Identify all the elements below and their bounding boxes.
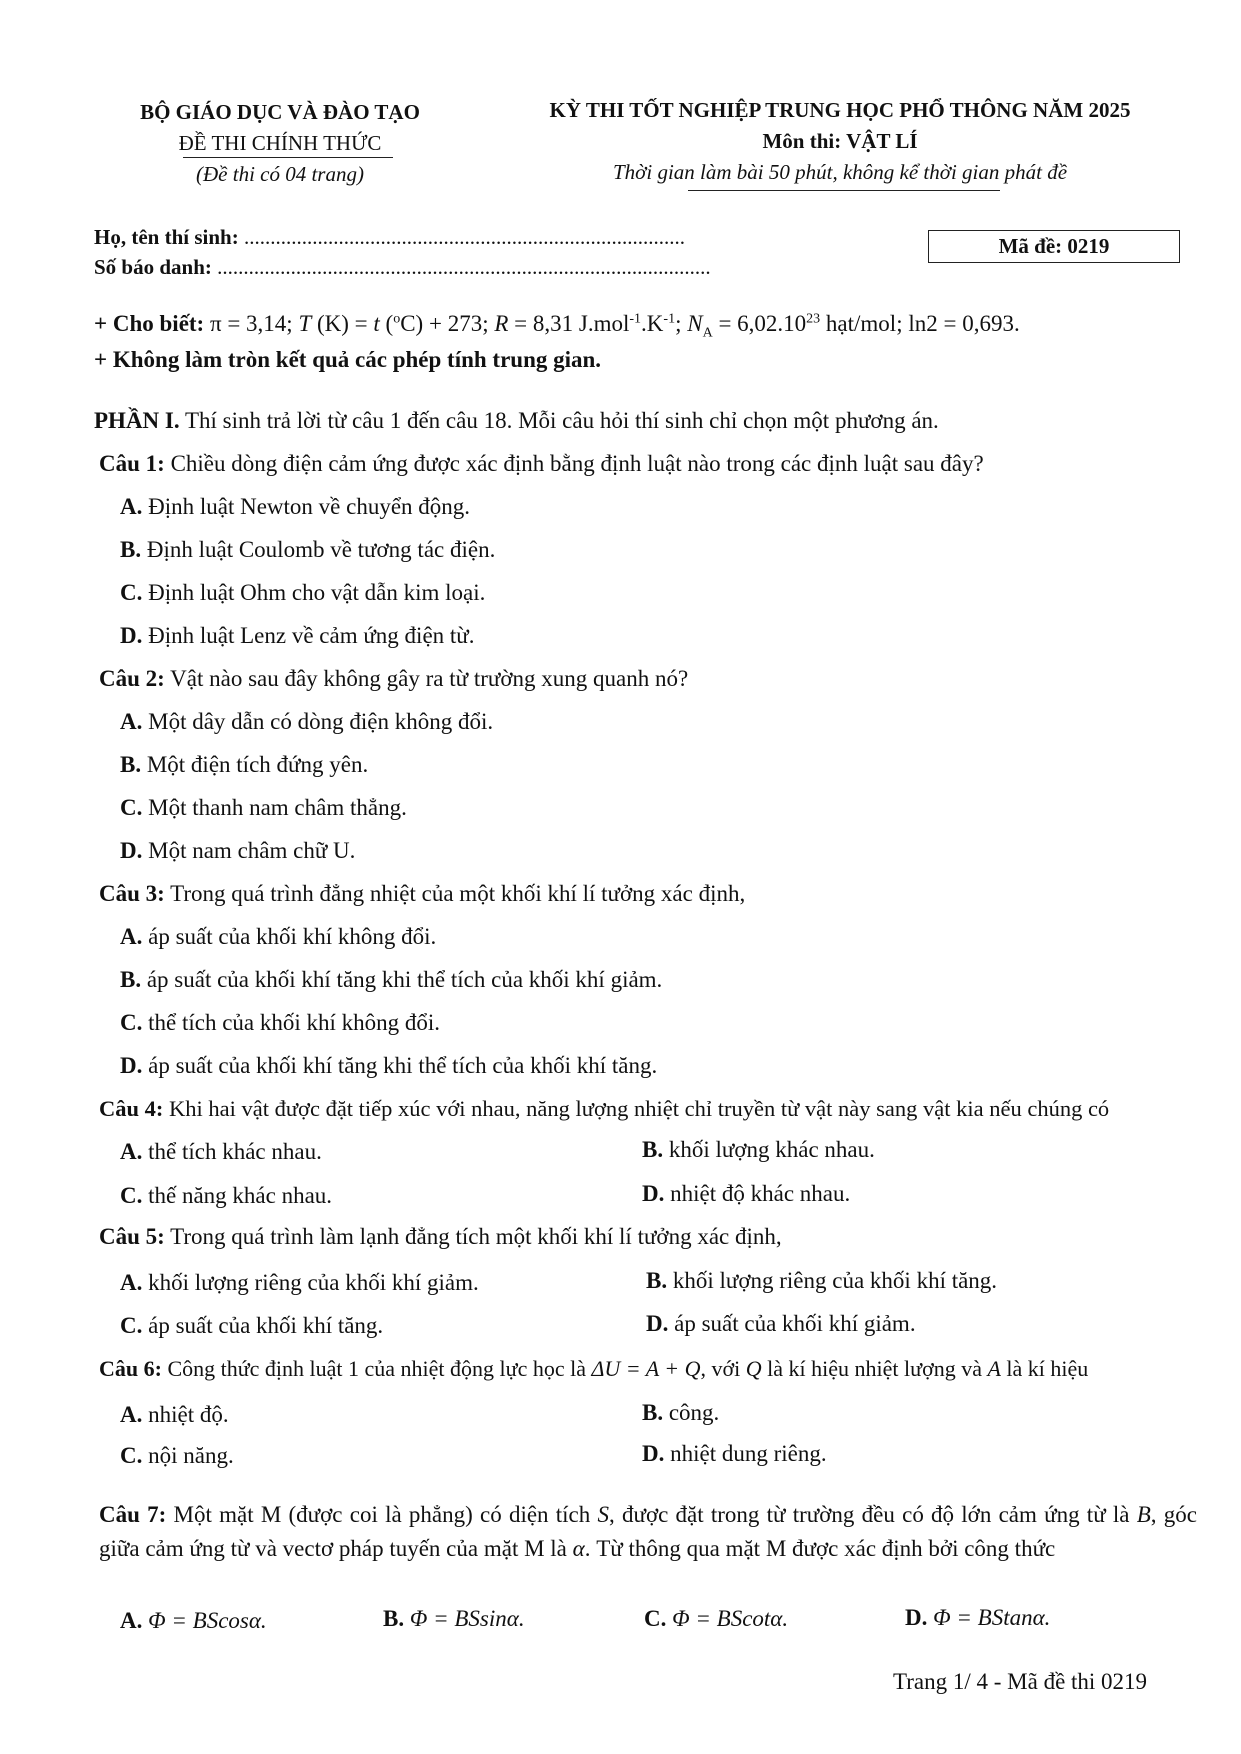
option-text: khối lượng riêng của khối khí giảm. xyxy=(142,1270,479,1295)
question-3 xyxy=(99,881,745,907)
option-text: Định luật Newton về chuyển động. xyxy=(142,494,471,519)
formula: ΔU = A + Q xyxy=(591,1356,701,1381)
q1-option-d[interactable] xyxy=(120,623,475,649)
question-6 xyxy=(99,1356,1088,1382)
option-label: A. xyxy=(120,924,143,949)
q7-option-a[interactable] xyxy=(120,1608,267,1634)
q6-option-d[interactable] xyxy=(642,1441,827,1467)
q6-option-b[interactable] xyxy=(642,1400,719,1426)
option-text: áp suất của khối khí tăng khi thể tích của khối khí tăng. xyxy=(142,1053,658,1078)
option-text: Φ = BScosα. xyxy=(142,1608,267,1633)
option-label: D. xyxy=(120,838,143,863)
q6-option-c[interactable] xyxy=(120,1443,234,1469)
givens-temp-t: t xyxy=(373,311,380,336)
question-label: Câu 6: xyxy=(99,1356,162,1381)
givens-r-sym: R xyxy=(494,311,509,336)
option-text: thế năng khác nhau. xyxy=(142,1183,333,1208)
option-text: Một dây dẫn có dòng điện không đổi. xyxy=(142,709,494,734)
givens-r-sup2: -1 xyxy=(663,311,676,327)
option-label: C. xyxy=(120,795,143,820)
option-text: Một nam châm chữ U. xyxy=(142,838,356,863)
question-text: , góc giữa cảm ứng từ và vectơ pháp tuyến của mặt M là xyxy=(99,1502,1197,1561)
q1-option-a[interactable] xyxy=(120,494,470,520)
givens-r-mid: .K xyxy=(641,311,664,336)
header-underline-right xyxy=(688,190,1000,191)
ministry-title: BỘ GIÁO DỤC VÀ ĐÀO TẠO xyxy=(140,100,420,124)
candidate-id-dots: .............................................................................................. xyxy=(217,255,711,279)
q2-option-b[interactable] xyxy=(120,752,368,778)
option-text: áp suất của khối khí tăng khi thể tích của khối khí giảm. xyxy=(141,967,663,992)
symbol-s: S xyxy=(597,1502,609,1527)
option-text: Φ = BSsinα. xyxy=(404,1606,525,1631)
option-text: Một thanh nam châm thẳng. xyxy=(142,795,407,820)
option-label: D. xyxy=(905,1605,928,1630)
givens-temp-mid: (K) = xyxy=(311,311,374,336)
question-text: Công thức định luật 1 của nhiệt động lực học là xyxy=(161,1356,592,1381)
givens-temp-T: T xyxy=(298,311,312,336)
symbol-b: B xyxy=(1136,1502,1151,1527)
page-footer: Trang 1/ 4 - Mã đề thi 0219 xyxy=(893,1669,1148,1694)
option-label: D. xyxy=(120,1053,143,1078)
option-label: C. xyxy=(120,1313,143,1338)
question-label: Câu 7: xyxy=(99,1502,167,1527)
option-text: nội năng. xyxy=(142,1443,234,1468)
option-text: nhiệt dung riêng. xyxy=(664,1441,827,1466)
subject-name: VẬT LÍ xyxy=(846,129,918,153)
question-text: Trong quá trình làm lạnh đẳng tích một khối khí lí tưởng xác định, xyxy=(164,1224,782,1249)
q4-option-c[interactable] xyxy=(120,1183,332,1209)
exam-code-label: Mã đề: xyxy=(998,234,1063,258)
option-label: B. xyxy=(642,1400,664,1425)
option-text: Một điện tích đứng yên. xyxy=(141,752,369,777)
givens-na-sub: A xyxy=(702,325,713,341)
q3-option-a[interactable] xyxy=(120,924,436,950)
option-text: thể tích của khối khí không đổi. xyxy=(142,1010,441,1035)
option-label: B. xyxy=(383,1606,405,1631)
q5-option-d[interactable] xyxy=(646,1311,916,1337)
givens-prefix: + Cho biết: xyxy=(94,311,205,336)
option-label: C. xyxy=(644,1606,667,1631)
question-2 xyxy=(99,666,688,692)
q7-option-c[interactable] xyxy=(644,1606,788,1632)
givens-temp-end: C) + 273; xyxy=(400,311,489,336)
question-label: Câu 1: xyxy=(99,451,165,476)
option-text: Φ = BScotα. xyxy=(666,1606,789,1631)
option-label: D. xyxy=(120,623,143,648)
exam-code-box xyxy=(928,230,1180,263)
givens-line xyxy=(94,311,1020,342)
question-text: . Từ thông qua mặt M được xác định bởi công thức xyxy=(584,1536,1056,1561)
q2-option-a[interactable] xyxy=(120,709,493,735)
exam-title: KỲ THI TỐT NGHIỆP TRUNG HỌC PHỔ THÔNG NĂM 2025 xyxy=(549,98,1131,122)
candidate-id-label: Số báo danh: xyxy=(94,255,212,279)
question-text: là kí hiệu xyxy=(1000,1356,1089,1381)
givens-r-val: = 8,31 J.mol xyxy=(508,311,630,336)
q2-option-d[interactable] xyxy=(120,838,355,864)
option-text: nhiệt độ. xyxy=(142,1402,229,1427)
givens-temp-rest: ( xyxy=(379,311,394,336)
option-label: B. xyxy=(120,537,142,562)
q7-option-d[interactable] xyxy=(905,1605,1050,1631)
option-label: B. xyxy=(646,1268,668,1293)
givens-na-sup: 23 xyxy=(806,311,821,327)
subject-label: Môn thi: xyxy=(762,129,842,153)
givens-na-end: hạt/mol; ln2 = 0,693. xyxy=(820,311,1020,336)
question-text: Một mặt M (được coi là phẳng) có diện tích xyxy=(166,1502,598,1527)
option-label: C. xyxy=(120,1183,143,1208)
question-label: Câu 4: xyxy=(99,1096,164,1121)
symbol-q: Q xyxy=(745,1356,762,1381)
q4-option-d[interactable] xyxy=(642,1181,850,1207)
option-text: áp suất của khối khí không đổi. xyxy=(142,924,437,949)
symbol-a: A xyxy=(987,1356,1001,1381)
option-label: C. xyxy=(120,1010,143,1035)
q3-option-c[interactable] xyxy=(120,1010,440,1036)
candidate-name-label: Họ, tên thí sinh: xyxy=(94,225,239,249)
question-text: Vật nào sau đây không gây ra từ trường xung quanh nó? xyxy=(164,666,689,691)
option-text: khối lượng khác nhau. xyxy=(663,1137,875,1162)
option-label: B. xyxy=(120,967,142,992)
question-label: Câu 5: xyxy=(99,1224,165,1249)
givens-na-sym: N xyxy=(687,311,703,336)
section-label: PHẦN I. xyxy=(94,408,180,433)
candidate-name-dots: .................................................................................... xyxy=(243,225,685,249)
option-label: A. xyxy=(120,1270,143,1295)
question-text: Khi hai vật được đặt tiếp xúc với nhau, năng lượng nhiệt chỉ truyền từ vật này sang vật kia nếu chúng có xyxy=(163,1096,1110,1121)
q5-option-b[interactable] xyxy=(646,1268,997,1294)
q1-option-c[interactable] xyxy=(120,580,485,606)
option-text: thể tích khác nhau. xyxy=(142,1139,322,1164)
givens-r-end: ; xyxy=(675,311,682,336)
option-label: C. xyxy=(120,580,143,605)
option-text: áp suất của khối khí tăng. xyxy=(142,1313,384,1338)
question-4 xyxy=(99,1096,1109,1122)
question-text: , với xyxy=(700,1356,746,1381)
givens-na-val: = 6,02.10 xyxy=(712,311,807,336)
question-text: là kí hiệu nhiệt lượng và xyxy=(761,1356,988,1381)
q7-option-b[interactable] xyxy=(383,1606,525,1632)
subject-line xyxy=(500,129,1180,154)
time-note: Thời gian làm bài 50 phút, không kể thời gian phát đề xyxy=(612,160,1068,184)
option-label: D. xyxy=(646,1311,669,1336)
official-label: ĐỀ THI CHÍNH THỨC xyxy=(178,131,382,155)
option-text: Định luật Coulomb về tương tác điện. xyxy=(141,537,496,562)
question-1 xyxy=(99,451,984,477)
option-text: Φ = BStanα. xyxy=(927,1605,1051,1630)
candidate-name-row xyxy=(94,225,685,250)
q6-option-a[interactable] xyxy=(120,1402,229,1428)
option-text: Định luật Lenz về cảm ứng điện từ. xyxy=(142,623,475,648)
option-label: A. xyxy=(120,494,143,519)
option-text: khối lượng riêng của khối khí tăng. xyxy=(667,1268,998,1293)
q4-option-a[interactable] xyxy=(120,1139,322,1165)
question-7 xyxy=(99,1498,1197,1566)
givens-pi: π = 3,14; xyxy=(209,311,293,336)
option-text: áp suất của khối khí giảm. xyxy=(668,1311,916,1336)
givens-note: + Không làm tròn kết quả các phép tính trung gian. xyxy=(94,347,602,372)
q3-option-b[interactable] xyxy=(120,967,662,993)
q3-option-d[interactable] xyxy=(120,1053,657,1079)
question-text: , được đặt trong từ trường đều có độ lớn cảm ứng từ là xyxy=(609,1502,1137,1527)
pages-note: (Đề thi có 04 trang) xyxy=(196,162,364,186)
exam-code: 0219 xyxy=(1067,234,1110,258)
option-label: A. xyxy=(120,709,143,734)
option-label: A. xyxy=(120,1139,143,1164)
q4-option-b[interactable] xyxy=(642,1137,875,1163)
option-text: công. xyxy=(663,1400,720,1425)
candidate-id-row xyxy=(94,255,711,280)
option-text: nhiệt độ khác nhau. xyxy=(664,1181,851,1206)
option-text: Định luật Ohm cho vật dẫn kim loại. xyxy=(142,580,486,605)
question-label: Câu 2: xyxy=(99,666,165,691)
option-label: C. xyxy=(120,1443,143,1468)
q1-option-b[interactable] xyxy=(120,537,495,563)
option-label: A. xyxy=(120,1608,143,1633)
section-text: Thí sinh trả lời từ câu 1 đến câu 18. Mỗi câu hỏi thí sinh chỉ chọn một phương án. xyxy=(179,408,939,433)
givens-r-sup1: -1 xyxy=(629,311,642,327)
givens-temp-sup: o xyxy=(393,311,401,327)
header-underline-left xyxy=(183,157,393,158)
section-heading xyxy=(94,408,939,434)
option-label: A. xyxy=(120,1402,143,1427)
q5-option-c[interactable] xyxy=(120,1313,383,1339)
option-label: D. xyxy=(642,1441,665,1466)
question-5 xyxy=(99,1224,782,1250)
question-text: Chiều dòng điện cảm ứng được xác định bằng định luật nào trong các định luật sau đây? xyxy=(164,451,984,476)
option-label: B. xyxy=(120,752,142,777)
option-label: D. xyxy=(642,1181,665,1206)
option-label: B. xyxy=(642,1137,664,1162)
question-text: Trong quá trình đẳng nhiệt của một khối khí lí tưởng xác định, xyxy=(164,881,746,906)
symbol-alpha: α xyxy=(572,1536,585,1561)
q2-option-c[interactable] xyxy=(120,795,407,821)
q5-option-a[interactable] xyxy=(120,1270,479,1296)
question-label: Câu 3: xyxy=(99,881,165,906)
